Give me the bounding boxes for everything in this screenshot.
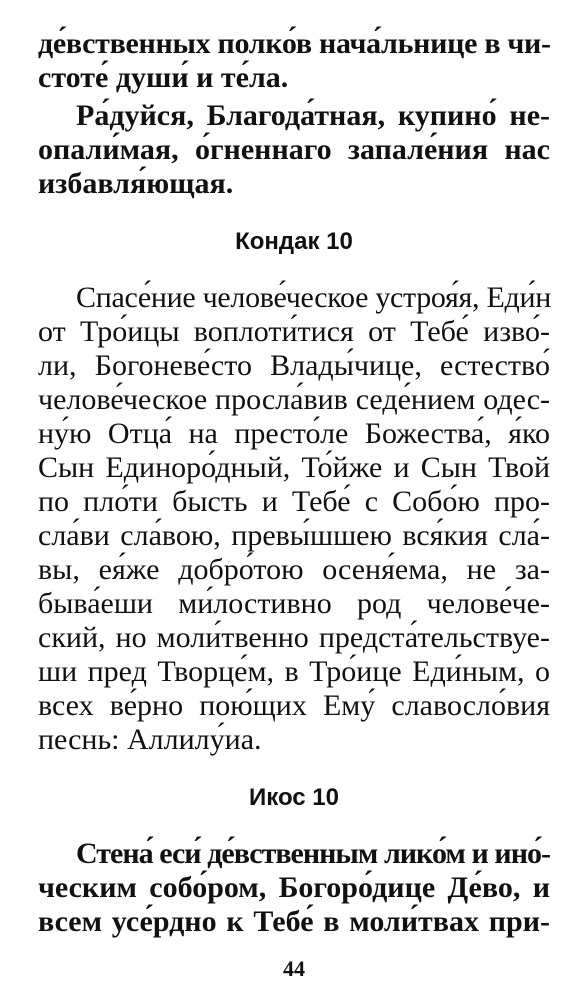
section-heading-ikos: Икос 10 bbox=[249, 784, 339, 811]
text-line: челове́ческое просла́вив седе́нием одес- bbox=[38, 383, 550, 416]
text-line: избавля́ющая. bbox=[38, 167, 234, 200]
text-line: сла́ви сла́вою, превы́шшею вся́кия сла́- bbox=[38, 519, 550, 552]
text-line: песнь: Аллилу́иа. bbox=[38, 723, 262, 756]
text-line: Ра́дуйся, Благода́тная, купино́ не- bbox=[76, 99, 550, 132]
text-line: всем усе́рдно к Тебе́ в моли́твах при- bbox=[38, 905, 550, 938]
text-line: Спасе́ние челове́ческое устроя́я, Еди́н bbox=[76, 281, 551, 314]
text-line: от Тро́ицы воплоти́тися от Тебе́ изво́- bbox=[38, 315, 550, 348]
text-line: ну́ю Отца́ на престо́ле Божества́, я́ко bbox=[38, 417, 550, 450]
text-line: по пло́ти бысть и Тебе́ с Собо́ю про- bbox=[38, 485, 550, 518]
text-line: опали́мая, о́гненнаго запале́ния нас bbox=[38, 133, 550, 166]
text-line: ческим собо́ром, Богоро́дице Де́во, и bbox=[38, 871, 550, 904]
text-line: Стена́ еси́ де́вственным лико́м и ино́- bbox=[76, 837, 550, 870]
text-line: Сын Единоро́дный, То́йже и Сын Твой bbox=[38, 451, 550, 484]
section-heading-kondak: Кондак 10 bbox=[235, 228, 353, 255]
text-line: ли, Богоневе́сто Влады́чице, естество́ bbox=[38, 349, 550, 382]
text-line: стоте́ души́ и те́ла. bbox=[38, 61, 289, 94]
text-line: ши пред Творце́м, в Тро́ице Еди́ным, о bbox=[38, 655, 550, 688]
book-page bbox=[38, 0, 550, 1000]
text-line: де́вственных полко́в нача́льнице в чи- bbox=[38, 27, 551, 60]
text-line: вы, ея́же добро́тою осеня́ема, не за- bbox=[38, 553, 550, 586]
text-line: быва́еши ми́лостивно род челове́че- bbox=[38, 587, 550, 620]
page-number: 44 bbox=[283, 956, 305, 981]
text-line: всех ве́рно пою́щих Ему́ славосло́вия bbox=[38, 689, 550, 722]
text-line: ский, но моли́твенно предста́тельствуе- bbox=[38, 621, 550, 654]
